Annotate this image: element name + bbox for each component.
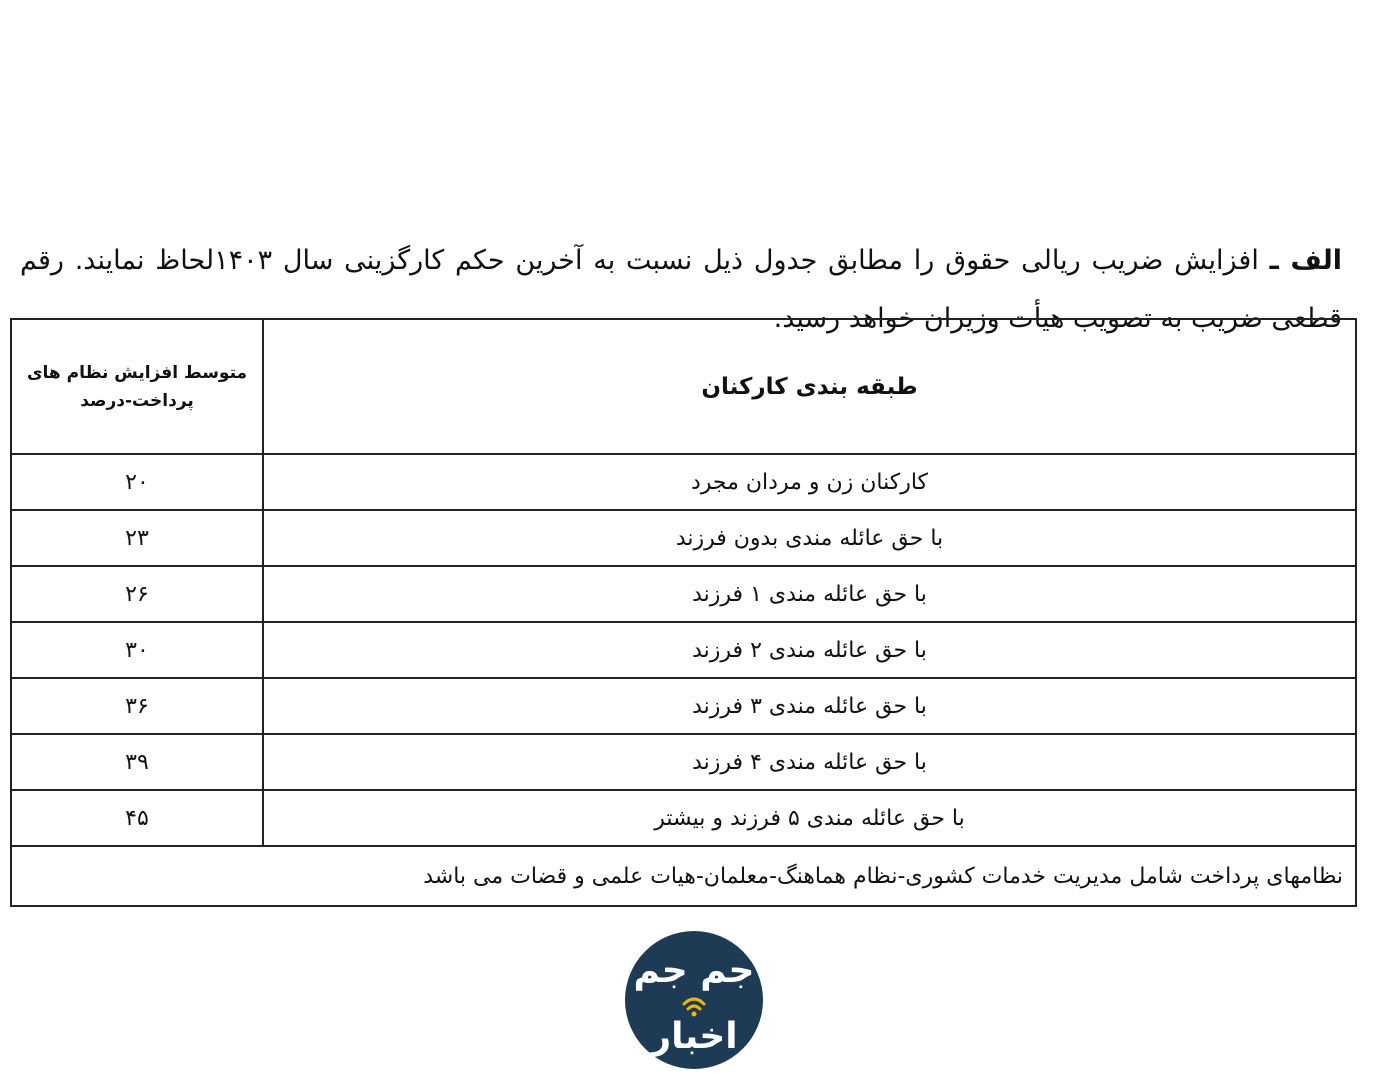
table-footer-note: نظامهای پرداخت شامل مدیریت خدمات کشوری-نظام هماهنگ-معلمان-هیات علمی و قضات می باشد <box>11 846 1356 906</box>
row-percent: ۴۵ <box>11 790 263 846</box>
row-percent: ۲۳ <box>11 510 263 566</box>
table-row <box>11 566 1356 622</box>
header-percent <box>11 319 263 454</box>
intro-text: افزایش ضریب ریالی حقوق را مطابق جدول ذیل نسبت به آخرین حکم کارگزینی سال ۱۴۰۳لحاظ نمایند. رقم قطعی ضریب به تصویب هیأت وزیران خواهد رسید. <box>20 245 1342 334</box>
logo-text-bottom: اخبار <box>650 1016 738 1057</box>
table-row <box>11 454 1356 510</box>
table-footer-row <box>11 846 1356 906</box>
row-category: با حق عائله مندی بدون فرزند <box>263 510 1356 566</box>
row-category: با حق عائله مندی ۱ فرزند <box>263 566 1356 622</box>
logo-text-top: جم جم <box>633 950 755 991</box>
raise-table <box>10 318 1357 907</box>
header-percent-line2: پرداخت-درصد <box>80 390 194 411</box>
row-category: با حق عائله مندی ۴ فرزند <box>263 734 1356 790</box>
row-percent: ۲۰ <box>11 454 263 510</box>
table-row <box>11 678 1356 734</box>
row-percent: ۳۰ <box>11 622 263 678</box>
intro-label: الف ـ <box>1269 245 1343 276</box>
row-percent: ۳۹ <box>11 734 263 790</box>
table-header-row <box>11 319 1356 454</box>
table-row <box>11 622 1356 678</box>
row-category: کارکنان زن و مردان مجرد <box>263 454 1356 510</box>
table-row <box>11 734 1356 790</box>
table-row <box>11 790 1356 846</box>
header-percent-line1: متوسط افزایش نظام های <box>26 362 248 383</box>
row-category: با حق عائله مندی ۵ فرزند و بیشتر <box>263 790 1356 846</box>
row-percent: ۲۶ <box>11 566 263 622</box>
jamejam-news-logo <box>624 930 764 1070</box>
row-category: با حق عائله مندی ۳ فرزند <box>263 678 1356 734</box>
header-category: طبقه بندی کارکنان <box>263 319 1356 454</box>
row-percent: ۳۶ <box>11 678 263 734</box>
row-category: با حق عائله مندی ۲ فرزند <box>263 622 1356 678</box>
table-row <box>11 510 1356 566</box>
